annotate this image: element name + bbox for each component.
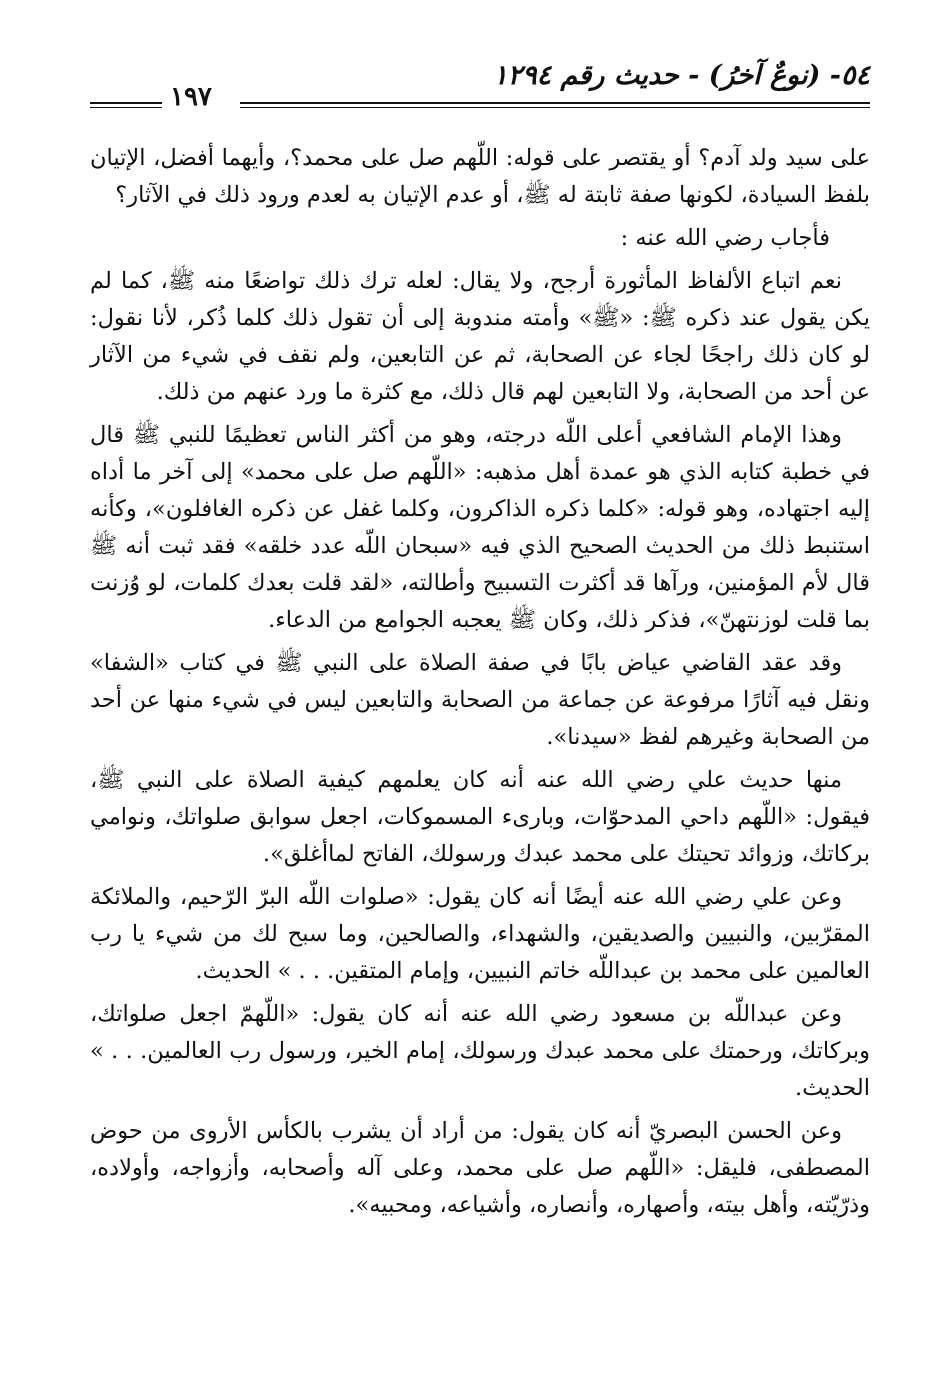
paragraph-question: على سيد ولد آدم؟ أو يقتصر على قوله: اللّهم صل على محمد؟، وأيهما أفضل، الإتيان بلفظ السيادة، لكونها صفة ثابتة له ﷺ، أو عدم الإتيان به لعدم ورود ذلك في الآثار؟ — [90, 145, 870, 208]
paragraph: نعم اتباع الألفاظ المأثورة أرجح، ولا يقال: لعله ترك ذلك تواضعًا منه ﷺ، كما لم يكن يقول عند ذكره ﷺ: «ﷺ» وأمته مندوبة إلى أن تقول ذلك كلما ذُكر، لأنا نقول: لو كان ذلك راجحًا لجاء عن الصحابة، ثم عن التابعين، ولم نقف في شيء من الآثار عن أحد من الصحابة، ولا التابعين لهم قال ذلك، مع كثرة ما ورد عنهم من ذلك. — [90, 268, 870, 405]
paragraph: وقد عقد القاضي عياض بابًا في صفة الصلاة على النبي ﷺ في كتاب «الشفا» ونقل فيه آثارًا مرفوعة عن جماعة من الصحابة والتابعين ليس في شيء منها عن أحد من الصحابة وغيرهم لفظ «سيدنا». — [90, 650, 870, 750]
body-text — [90, 140, 870, 1230]
page-number: ١٩٧ — [170, 82, 212, 112]
paragraph: وعن علي رضي الله عنه أيضًا أنه كان يقول: «صلوات اللّه البرّ الرّحيم، والملائكة المقرّبين، والنبيين والصديقين، والشهداء، والصالحين، وما سبح لك من شيء يا رب العالمين على محمد بن عبداللّه خاتم النبيين، وإمام المتقين. . . » الحديث. — [90, 884, 870, 984]
paragraph-answer-intro: فأجاب رضي الله عنه : — [620, 225, 830, 251]
page-number-rule — [90, 102, 162, 108]
running-title: ٥٤- (نوعٌ آخرُ) - حديث رقم ١٢٩٤ — [493, 60, 870, 91]
paragraph: وعن عبداللّه بن مسعود رضي الله عنه أنه كان يقول: «اللّهمّ اجعل صلواتك، وبركاتك، ورحمتك على محمد عبدك ورسولك، إمام الخير، ورسول رب العالمين. . . » الحديث. — [90, 1001, 870, 1101]
page-header — [90, 60, 870, 120]
paragraph: وهذا الإمام الشافعي أعلى اللّه درجته، وهو من أكثر الناس تعظيمًا للنبي ﷺ قال في خطبة كتابه الذي هو عمدة أهل مذهبه: «اللّهم صل على محمد» إلى آخر ما أداه إليه اجتهاده، وهو قوله: «كلما ذكره الذاكرون، وكلما غفل عن ذكره الغافلون»، وكأنه استنبط ذلك من الحديث الصحيح الذي فيه «سبحان اللّه عدد خلقه» فقد ثبت أنه ﷺ قال لأم المؤمنين، ورآها قد أكثرت التسبيح وأطالته، «لقد قلت بعدك كلمات، لو وُزنت بما قلت لوزنتهنّ»، فذكر ذلك، وكان ﷺ يعجبه الجوامع من الدعاء. — [90, 422, 870, 633]
paragraph: وعن الحسن البصريّ أنه كان يقول: من أراد أن يشرب بالكأس الأروى من حوض المصطفى، فليقل: «اللّهم صل على محمد، وعلى آله وأصحابه، وأزواجه، وأولاده، وذرّيّته، وأهل بيته، وأصهاره، وأنصاره، وأشياعه، ومحبيه». — [90, 1118, 870, 1218]
paragraph: منها حديث علي رضي الله عنه أنه كان يعلمهم كيفية الصلاة على النبي ﷺ، فيقول: «اللّهم داحي المدحوّات، وبارىء المسموكات، اجعل سوابق صلواتك، ونوامي بركاتك، وزوائد تحيتك على محمد عبدك ورسولك، الفاتح لماأغلق». — [90, 767, 870, 867]
header-rule — [240, 102, 870, 108]
